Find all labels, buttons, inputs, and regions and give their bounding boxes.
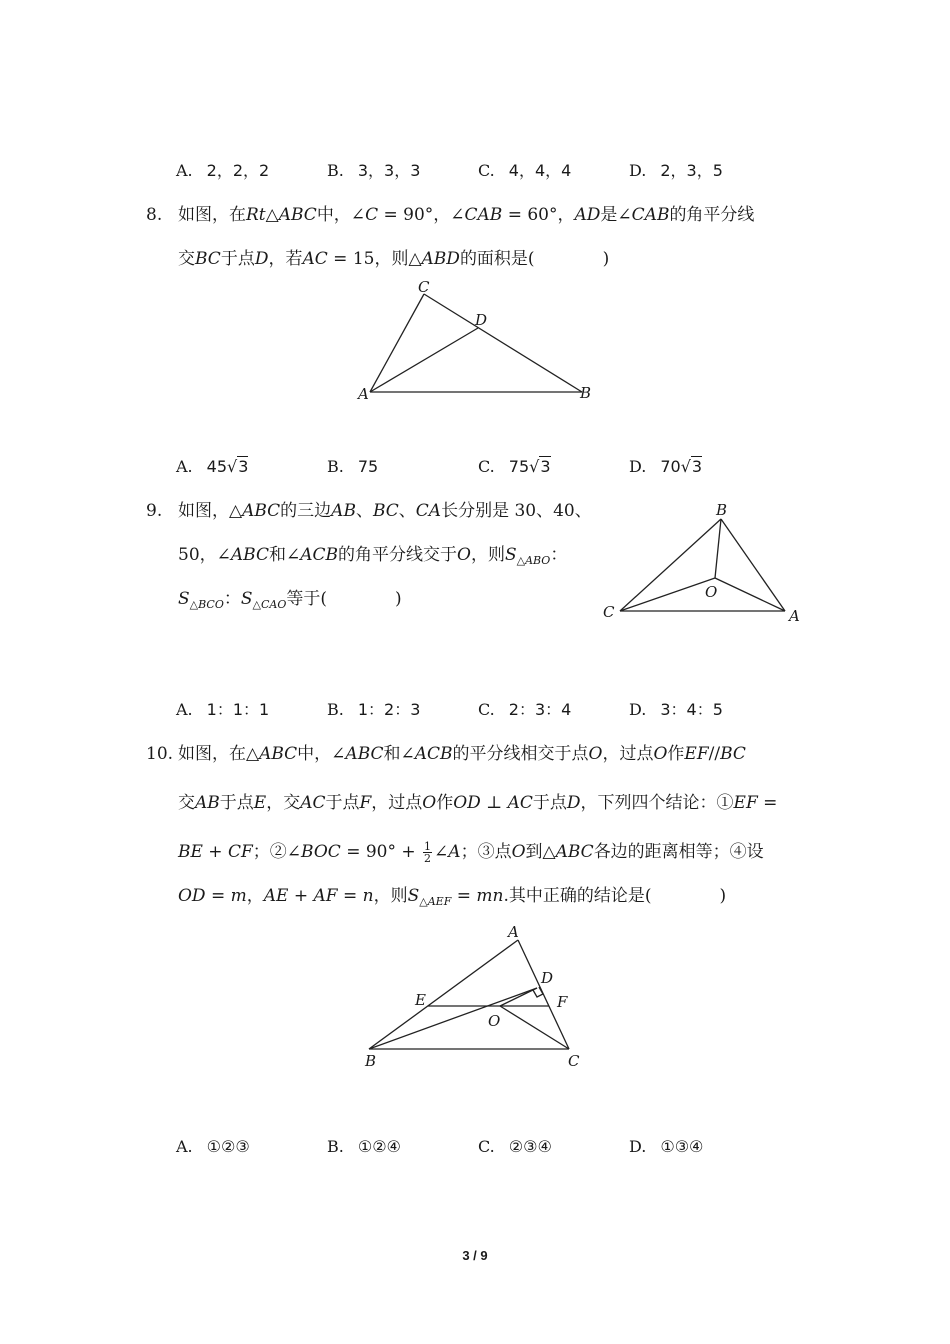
q10-option-c: C. ②③④: [478, 1137, 552, 1156]
label-f: F: [557, 993, 568, 1011]
q9-stem-line1: 如图，△ABC的三边AB、BC、CA长分别是 30、40、: [178, 501, 592, 521]
page-number: 3 / 9: [462, 1248, 488, 1263]
q9-figure: [595, 495, 815, 630]
q10-stem-line4: OD = m，AE + AF = n，则$S_{\triangle AEF}$ = mn.其中正确的结论是( ): [178, 886, 727, 908]
label-c: C: [418, 278, 430, 296]
q9-stem-line3: $S_{\triangle BCO}$：$S_{\triangle CAO}$等于( ): [178, 589, 402, 611]
label-e: E: [415, 991, 426, 1009]
label-d: D: [475, 311, 488, 329]
q10-option-d: D. ①③④: [629, 1137, 704, 1156]
label-b: B: [580, 384, 592, 402]
q8-figure: [350, 278, 610, 408]
fraction-one-half: $\frac{1}{2}$: [424, 840, 432, 865]
label-a: A: [358, 385, 369, 403]
segment-bo: [715, 519, 721, 578]
q9-option-c: C. 2：3：4: [478, 700, 572, 719]
segment-ab: [369, 940, 518, 1049]
q10-option-a: A. ①②③: [176, 1137, 250, 1156]
q8-stem-line1: 如图，在Rt△ABC中，∠C = 90°，∠CAB = 60°，AD是∠CAB的角平分线: [178, 205, 755, 225]
q7-option-a: A. 2，2，2: [176, 161, 270, 180]
segment-ao: [715, 578, 785, 611]
segment-od: [500, 988, 537, 1006]
q10-stem-line3: BE + CF；②∠BOC = 90° + $\frac{1}{2}$ ∠A；③点O到△ABC各边的距离相等；④设: [178, 840, 764, 865]
segment-ca: [370, 294, 424, 392]
q9-option-d: D. 3：4：5: [629, 700, 723, 719]
label-a: A: [508, 923, 519, 941]
label-a: A: [789, 607, 800, 625]
q9-number: 9.: [146, 501, 163, 521]
q9-option-a: A. 1：1：1: [176, 700, 270, 719]
q8-option-a: A. 45√3: [176, 457, 249, 476]
q7-option-c: C. 4，4，4: [478, 161, 572, 180]
q10-figure: [355, 918, 595, 1073]
label-b: B: [716, 501, 728, 519]
label-c: C: [568, 1052, 580, 1070]
q7-option-d: D. 2，3，5: [629, 161, 723, 180]
q10-stem-line2: 交AB于点E，交AC于点F，过点O作OD ⊥ AC于点D，下列四个结论：①EF =: [178, 793, 778, 813]
q8-option-d: D. 70√3: [629, 457, 703, 476]
segment-ad: [370, 328, 478, 392]
q9-option-b: B. 1：2：3: [327, 700, 421, 719]
segment-cb: [424, 294, 582, 392]
q10-option-b: B. ①②④: [327, 1137, 401, 1156]
label-o: O: [488, 1012, 501, 1030]
segment-co: [620, 578, 718, 611]
q7-option-b: B. 3，3，3: [327, 161, 421, 180]
q10-number: 10.: [146, 744, 174, 764]
q8-option-b: B. 75: [327, 457, 379, 476]
segment-ba: [721, 519, 785, 611]
label-c: C: [603, 603, 615, 621]
label-o: O: [705, 583, 718, 601]
q8-option-c: C. 75√3: [478, 457, 551, 476]
q8-number: 8.: [146, 205, 163, 225]
label-b: B: [365, 1052, 377, 1070]
label-d: D: [541, 969, 554, 987]
q8-stem-line2: 交BC于点D，若AC = 15，则△ABD的面积是( ): [178, 249, 610, 269]
q9-stem-line2: 50，∠ABC和∠ACB的角平分线交于O，则$S_{\triangle ABO}$：: [178, 545, 568, 567]
segment-bd: [369, 988, 537, 1049]
q10-stem-line1: 如图，在△ABC中，∠ABC和∠ACB的平分线相交于点O，过点O作EF//BC: [178, 744, 746, 764]
